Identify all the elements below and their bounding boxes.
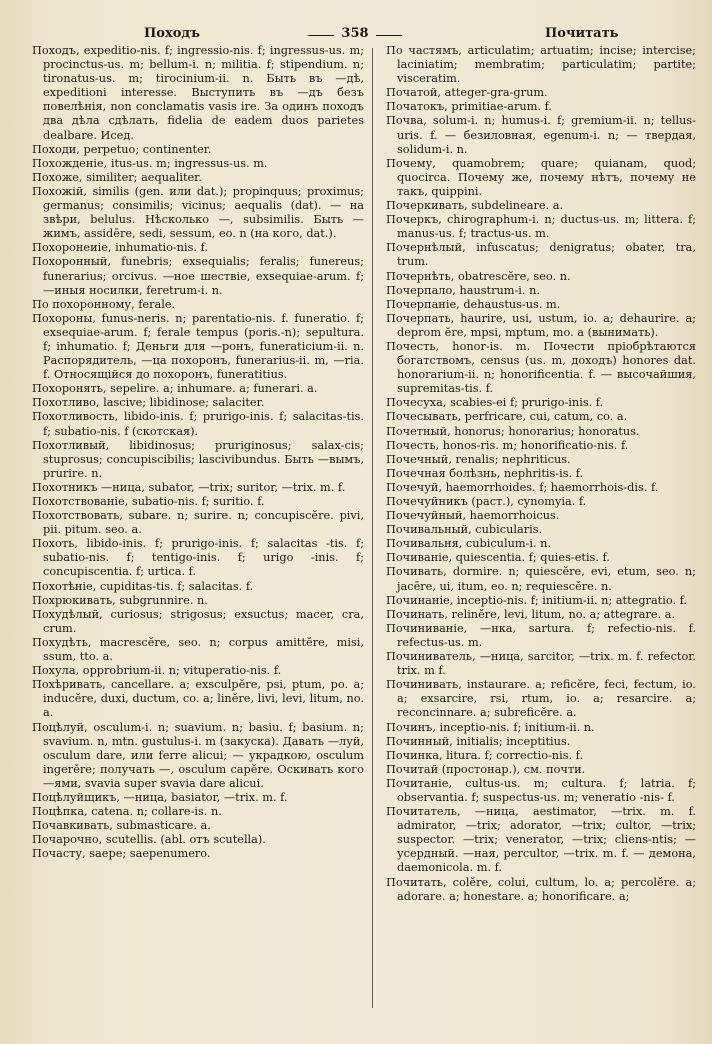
dictionary-entry: Почечный, renalis; nephriticus. xyxy=(386,452,571,466)
dictionary-entry: По частямъ, articulatim; artuatim; incise; intercise; laciniatim; membratim; particulatim; partite; visceratim. xyxy=(386,44,696,86)
dictionary-entry: Похотливо, lascive; libidinose; salaciter. xyxy=(32,396,265,410)
dictionary-entry: Почесть, honor-is. m. Почести пріобрѣтаются богатствомъ, census (us. m, доходъ) honores dat. honorarium-ii. n; honorificentia. f. — высочайшия, supremitas-tis. f. xyxy=(386,339,696,396)
running-head-left: Походъ xyxy=(144,26,201,41)
dictionary-entry: Почечуйный, haemorrhoicus. xyxy=(386,509,560,523)
dictionary-entry: Похудѣлый, curiosus; strigosus; exsuctus; macer, cra, crum. xyxy=(32,607,364,635)
dictionary-entry: Починка, litura. f; correctio-nis. f. xyxy=(386,748,584,762)
dictionary-entry: Похрюкивать, subgrunnire. n. xyxy=(32,593,208,607)
dictionary-entry: Похотствовать, subare. n; surire. n; concupiscĕre. pivi, pii. pitum. seo. a. xyxy=(32,509,364,537)
dictionary-entry: Почарочно, scutellis. (abl. отъ scutella). xyxy=(32,833,266,847)
dictionary-entry: Почитать, colĕre, colui, cultum, lo. a; percolĕre. a; adorare. a; honestare. a; honorificare. a; xyxy=(386,875,696,903)
dictionary-entry: Початой, atteger-gra-grum. xyxy=(386,86,548,100)
dictionary-entry: Почивальня, cubiculum-i. n. xyxy=(386,537,552,551)
dictionary-entry: Починный, initialis; inceptitius. xyxy=(386,734,571,748)
dictionary-entry: Почесывать, perfricare, cui, catum, co. a. xyxy=(386,410,628,424)
dictionary-entry: Почесуха, scabies-ei f; prurigo-inis. f. xyxy=(386,396,604,410)
dictionary-entry: Почавкивать, submasticare. a. xyxy=(32,819,211,833)
dictionary-entry: Похотствованіе, subatio-nis. f; suritio. f. xyxy=(32,495,265,508)
dictionary-entry: Похожій, similis (gen. или dat.); propinquus; proximus; germanus; consimilis; vicinus; aequalis (dat). — на звѣри, belulus. Нѣсколько —, subsimilis. Быть —жимъ, assidēre, sedi, sessum, eo. n (на кого, dat.). xyxy=(32,184,364,241)
dictionary-entry: Почеркъ, chirographum-i. n; ductus-us. m; littera. f; manus-us. f; tractus-us. m. xyxy=(386,213,696,241)
dictionary-entry: Починать, relinĕre, levi, litum, no. a; attegrare. a. xyxy=(386,607,676,621)
running-head-right: Почитать xyxy=(545,26,619,41)
page-number: 358 xyxy=(300,26,410,41)
dictionary-entry: Почесть, honos-ris. m; honorificatio-nis. f. xyxy=(386,438,629,452)
dictionary-entry: Похоронный, funebris; exsequialis; feralis; funereus; funerarius; orcivus. —ное шествіе, exsequiae-arum. f; —иныя носилки, feretrum-i. n. xyxy=(32,255,364,297)
left-column xyxy=(32,44,364,861)
dictionary-entry: Похотливый, libidinosus; pruriginosus; salax-cis; stuprosus; concupiscibilis; lascivibundus. Быть —вымъ, prurire. n. xyxy=(32,438,364,480)
dictionary-entry: Почерпать, haurire, usi, ustum, io. a; dehaurire. a; deprom ĕre, mpsi, mptum, mo. a (вынимать). xyxy=(386,311,696,339)
dictionary-entry: Похоронять, sepelire. a; inhumare. a; funerari. a. xyxy=(32,382,318,396)
dictionary-entry: Похотникъ —ница, subator, —trix; suritor, —trix. m. f. xyxy=(32,480,346,494)
dictionary-entry: Почему, quamobrem; quare; quianam, quod; quocirca. Почему же, почему нѣтъ, почему не такъ, quippini. xyxy=(386,156,696,198)
dictionary-entry: Почернѣть, obatrescĕre, seo. n. xyxy=(386,269,571,283)
dictionary-entry: Почивать, dormire. n; quiescĕre, evi, etum, seo. n; jacēre, ui, itum, eo. n; requiescĕre. n. xyxy=(386,565,696,593)
dictionary-entry: Похудѣть, macrescĕre, seo. n; corpus amittĕre, misi, ssum, tto. a. xyxy=(32,635,364,664)
dictionary-entry: Почерпало, haustrum-i. n. xyxy=(386,283,540,297)
dictionary-entry: Почернѣлый, infuscatus; denigratus; obater, tra, trum. xyxy=(386,241,696,269)
right-column xyxy=(386,44,696,904)
dictionary-entry: Похоть, libido-inis. f; prurigo-inis. f; salacitas -tis. f; subatio-nis. f; tentigo-inis. f; urigo -inis. f; concupiscentia. f; urtica. f. xyxy=(32,537,364,579)
dictionary-entry: Поцѣлуйщикъ, —ница, basiator, —trix. m. f. xyxy=(32,790,288,804)
dictionary-entry: Похожденіе, itus-us. m; ingressus-us. m. xyxy=(32,156,268,170)
dictionary-entry: Похоронеиіе, inhumatio-nis. f. xyxy=(32,241,208,255)
dictionary-entry: По похоронному, ferale. xyxy=(32,297,176,311)
dictionary-entry: Походи, perpetuo; continenter. xyxy=(32,142,212,156)
column-divider xyxy=(372,48,373,1008)
dictionary-entry: Поцѣпка, catena. n; collare-is. n. xyxy=(32,805,222,819)
dictionary-entry: Почасту, saepe; saepenumero. xyxy=(32,847,211,861)
dictionary-entry: Похороны, funus-neris. n; parentatio-nis. f. funeratio. f; exsequiae-arum. f; ferale tempus (poris.-n); sepultura. f; inhumatio. f; Деньги для —ронъ, funeraticium-ii. n. Распорядитель, —ца похоронъ, funerarius-ii. m, —ria. f. Относящійся до похоронъ, funeratitius. xyxy=(32,311,364,382)
dictionary-entry: Почва, solum-i. n; humus-i. f; gremium-ii. n; tellus-uris. f. — безиловная, egenum-i. n; — твердая, solidum-i. n. xyxy=(386,114,696,156)
dictionary-entry: Почечуйникъ (раст.), cynomyia. f. xyxy=(386,495,587,508)
dictionary-entry: Поцѣлуй, osculum-i. n; suavium. n; basiu. f; basium. n; svavium. n, mtn. gustulus-i. m (закуска). Давать —луй, osculum dare, или ferre alicui; — украдкою, osculum ingerĕre; получать —, osculum capĕre. Оскивать кого —ями, svavia super svavia dare alicui. xyxy=(32,720,364,790)
page-header xyxy=(0,26,712,46)
dictionary-entry: Почетный, honorus; honorarius; honoratus. xyxy=(386,424,640,438)
dictionary-entry: Похѣривать, cancellare. a; exsculpĕre, psi, ptum, po. a; inducĕre, duxi, ductum, co. a; linĕre, livi, levi, litum, no. a. xyxy=(32,678,364,720)
dictionary-entry: Похотливость, libido-inis. f; prurigo-inis. f; salacitas-tis. f; subatio-nis. f (скотская). xyxy=(32,410,364,438)
dictionary-entry: Похотѣніе, cupiditas-tis. f; salacitas. f. xyxy=(32,579,254,593)
dictionary-entry: Похула, opprobrium-ii. n; vituperatio-nis. f. xyxy=(32,664,282,678)
dictionary-entry: Почеркивать, subdelineare. a. xyxy=(386,199,564,213)
dictionary-entry: Початокъ, primitiae-arum. f. xyxy=(386,100,552,114)
dictionary-entry: Походъ, expeditio-nis. f; ingressio-nis. f; ingressus-us. m; procinctus-us. m; bellum-i. n; militia. f; stipendium. n; tironatus-us. m; tirocinium-ii. n. Быть въ —дѣ, expeditioni interesse. Выступить въ —дъ безъ повелѣнія, non conclamatis vasis ire. За одинъ походъ два дѣла сдѣлать, fidelia de eadem duos parietes dealbare. Исед. xyxy=(32,44,364,142)
dictionary-entry: Починиваніе, —нка, sartura. f; refectio-nis. f. refectus-us. m. xyxy=(386,621,696,649)
dictionary-entry: Починаніе, inceptio-nis. f; initium-ii. n; attegratio. f. xyxy=(386,593,687,607)
dictionary-entry: Почиваніе, quiescentia. f; quies-etis. f. xyxy=(386,551,610,565)
dictionary-entry: Почечная болѣзнь, nephritis-is. f. xyxy=(386,466,584,480)
dictionary-entry: Похоже, similiter; aequaliter. xyxy=(32,170,202,184)
dictionary-entry: Почитай (простонар.), см. почти. xyxy=(386,762,586,776)
dictionary-entry: Почитатель, —ница, aestimator, —trix. m. f. admirator, —trix; adorator, —trix; cultor, —trix; suspector. —trix; venerator, —trix; cliens-ntis; — усердный. —ная, percultor, —trix. m. f. — демона, daemonicola. m. f. xyxy=(386,805,696,875)
dictionary-entry: Почечуй, haemorrhoides. f; haemorrhois-dis. f. xyxy=(386,480,659,494)
dictionary-entry: Починивать, instaurare. a; reficĕre, feci, fectum, io. a; exsarcire, rsi, rtum, io. a; resarcire. a; reconcinnare. a; subreficĕre. a. xyxy=(386,678,696,720)
dictionary-entry: Починъ, inceptio-nis. f; initium-ii. n. xyxy=(386,720,595,734)
dictionary-entry: Почивальный, cubicularis. xyxy=(386,523,543,537)
dictionary-entry: Почерпаніе, dehaustus-us. m. xyxy=(386,297,561,311)
dictionary-entry: Починиватель, —ница, sarcitor, —trix. m. f. refector. trix. m f. xyxy=(386,650,696,678)
dictionary-entry: Почитаніе, cultus-us. m; cultura. f; latria. f; observantia. f; suspectus-us. m; veneratio -nis- f. xyxy=(386,776,696,804)
